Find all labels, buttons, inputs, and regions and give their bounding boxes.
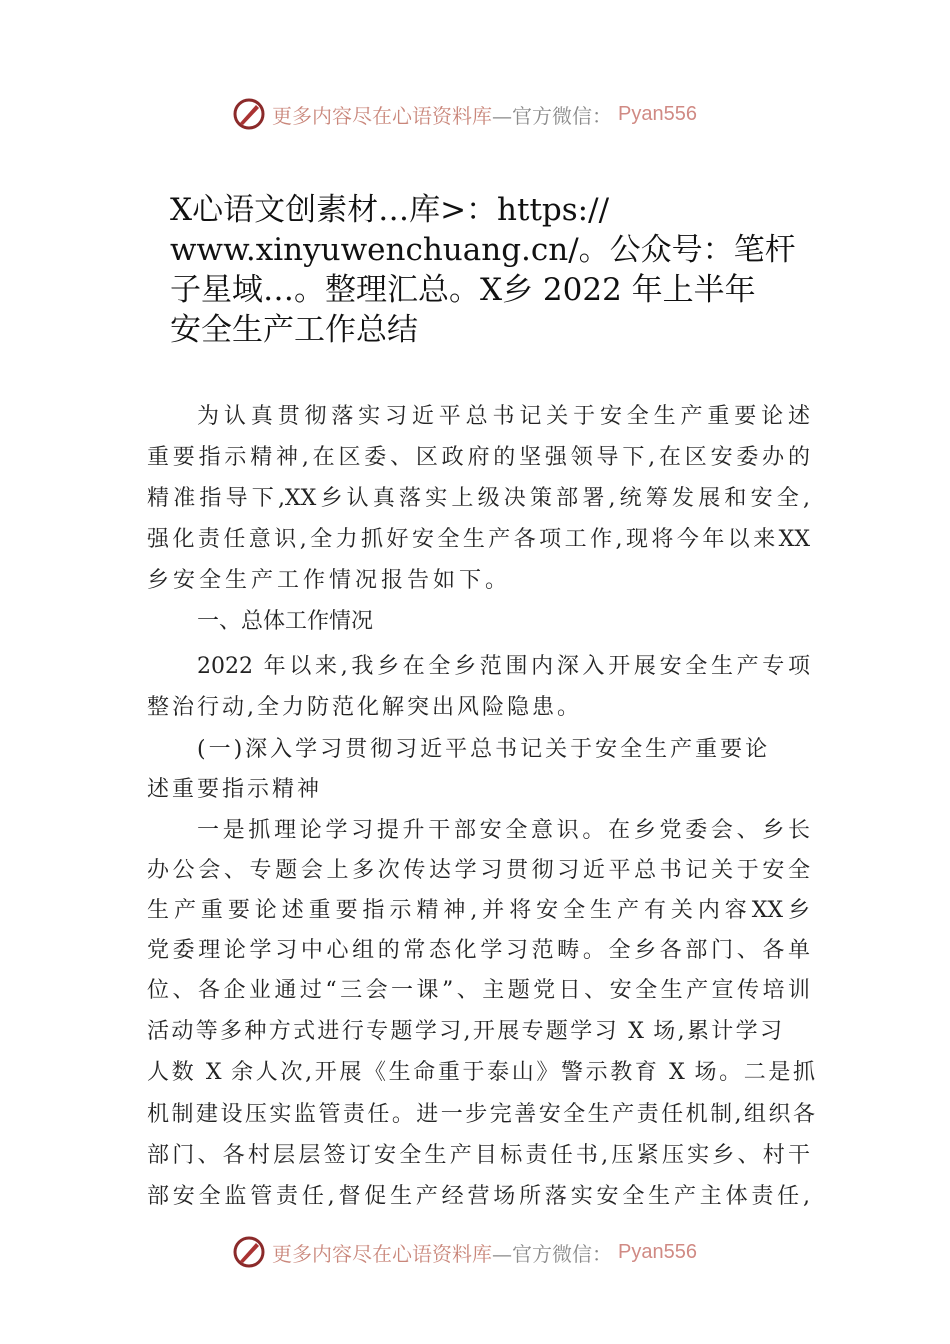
header-watermark	[232, 96, 697, 132]
footer-watermark	[232, 1234, 697, 1270]
body-line: 部安全监管责任,督促生产经营场所落实安全生产主体责任,	[147, 1184, 810, 1209]
pen-logo-icon	[232, 1235, 266, 1269]
body-line: 精准指导下,XX乡认真落实上级决策部署,统筹发展和安全,	[147, 486, 810, 511]
body-line: 位、各企业通过“三会一课”、主题党日、安全生产宣传培训	[147, 978, 810, 1003]
title-line: 安全生产工作总结	[170, 312, 418, 348]
body-line: 乡安全生产工作情况报告如下。	[147, 568, 512, 593]
body-line: 活动等多种方式进行专题学习,开展专题学习 X 场,累计学习	[147, 1019, 782, 1044]
watermark-label: —官方微信：	[492, 1241, 612, 1266]
body-line: 党委理论学习中心组的常态化学习范畴。全乡各部门、各单	[147, 938, 810, 963]
body-line: 办公会、专题会上多次传达学习贯彻习近平总书记关于安全	[147, 858, 810, 883]
body-line: 2022 年以来,我乡在全乡范围内深入开展安全生产专项	[197, 654, 810, 679]
watermark-label: —官方微信：	[492, 103, 612, 128]
watermark-text: 更多内容尽在心语资料库	[272, 103, 492, 128]
watermark-wechat: Pyan556	[618, 1240, 697, 1263]
watermark-text: 更多内容尽在心语资料库	[272, 1241, 492, 1266]
title-line: www.xinyuwenchuang.cn/。公众号：笔杆	[170, 232, 796, 268]
watermark-wechat: Pyan556	[618, 102, 697, 125]
body-line: 生产重要论述重要指示精神,并将安全生产有关内容XX乡	[147, 898, 810, 923]
body-line: 为认真贯彻落实习近平总书记关于安全生产重要论述	[197, 404, 810, 429]
pen-logo-icon	[232, 97, 266, 131]
title-line: X心语文创素材…库>：https://	[170, 192, 610, 228]
body-line: 重要指示精神,在区委、区政府的坚强领导下,在区安委办的	[147, 445, 810, 470]
body-line: 人数 X 余人次,开展《生命重于泰山》警示教育 X 场。二是抓	[147, 1060, 815, 1085]
body-line: 强化责任意识,全力抓好安全生产各项工作,现将今年以来XX	[147, 527, 810, 552]
body-line: 整治行动,全力防范化解突出风险隐患。	[147, 695, 582, 720]
subsection-heading-cont: 述重要指示精神	[147, 777, 323, 802]
section-heading: 一、总体工作情况	[197, 609, 374, 634]
body-line: 部门、各村层层签订安全生产目标责任书,压紧压实乡、村干	[147, 1143, 810, 1168]
body-line: 机制建设压实监管责任。进一步完善安全生产责任机制,组织各	[147, 1102, 815, 1127]
body-line: 一是抓理论学习提升干部安全意识。在乡党委会、乡长	[197, 818, 810, 843]
document-title	[170, 190, 825, 350]
subsection-heading: (一)深入学习贯彻习近平总书记关于安全生产重要论	[197, 737, 771, 762]
title-line: 子星域…。整理汇总。X乡 2022 年上半年	[170, 272, 756, 308]
